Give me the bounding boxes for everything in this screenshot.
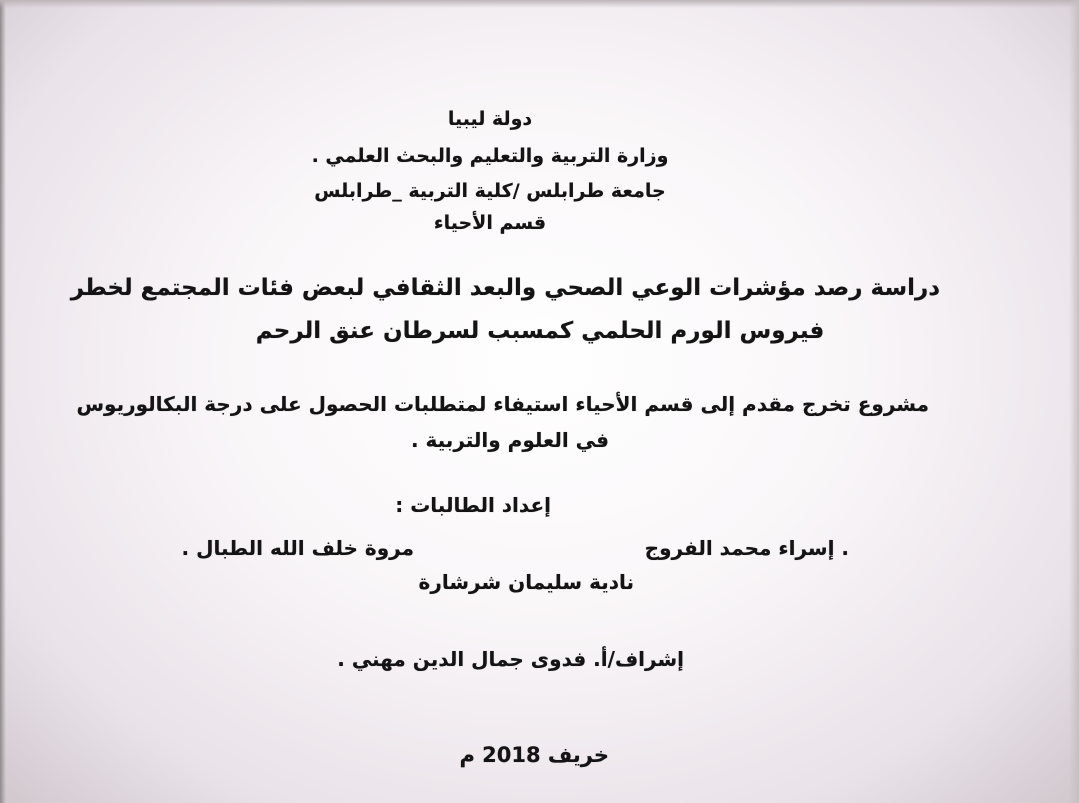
supervisor-line: إشراف/أ. فدوى جمال الدين مهني .	[337, 647, 684, 671]
project-description-line-2: في العلوم والتربية .	[410, 428, 609, 452]
thesis-title-line-1: دراسة رصد مؤشرات الوعي الصحي والبعد الثقافي لبعض فئات المجتمع لخطر	[70, 275, 940, 301]
paper-edge-right	[1069, 0, 1079, 803]
header-country: دولة ليبيا	[447, 108, 533, 130]
paper-edge-top	[0, 0, 1079, 8]
paper-edge-left	[0, 0, 6, 803]
header-ministry: وزارة التربية والتعليم والبحث العلمي .	[311, 145, 669, 167]
students-heading: إعداد الطالبات :	[395, 493, 551, 517]
date-line: خريف 2018 م	[459, 743, 609, 767]
thesis-title-line-2: فيروس الورم الحلمي كمسبب لسرطان عنق الرحم	[255, 318, 825, 344]
student-name-1: . إسراء محمد الفروج	[644, 536, 849, 560]
student-name-2: مروة خلف الله الطبال .	[181, 536, 414, 560]
student-name-3: نادية سليمان شرشارة	[418, 570, 634, 594]
project-description-line-1: مشروع تخرج مقدم إلى قسم الأحياء استيفاء لمتطلبات الحصول على درجة البكالوريوس	[76, 392, 929, 416]
header-university: جامعة طرابلس /كلية التربية _طرابلس	[314, 180, 666, 202]
header-department: قسم الأحياء	[433, 212, 547, 234]
